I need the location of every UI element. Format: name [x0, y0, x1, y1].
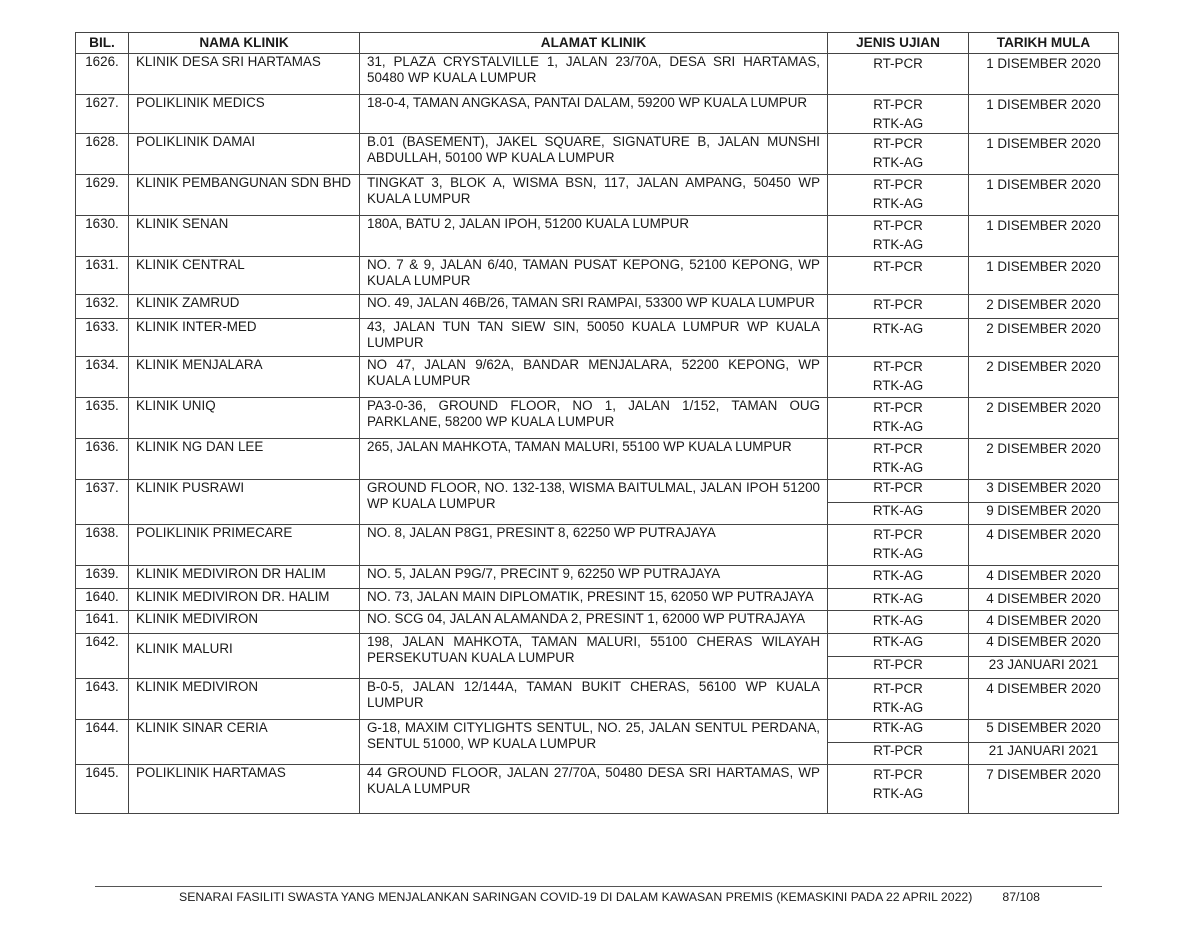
cell-alamat-klinik: NO. 5, JALAN P9G/7, PRECINT 9, 62250 WP PUTRAJAYA	[360, 566, 828, 589]
jenis-ujian-item: RT-PCR	[873, 56, 923, 71]
cell-alamat-klinik: PA3-0-36, GROUND FLOOR, NO 1, JALAN 1/152, TAMAN OUG PARKLANE, 58200 WP KUALA LUMPUR	[360, 398, 828, 439]
cell-tarikh-mula	[969, 319, 1119, 357]
tarikh-mula-item: 1 DISEMBER 2020	[986, 136, 1101, 151]
cell-nama-klinik: KLINIK ZAMRUD	[129, 295, 360, 319]
cell-bil: 1633.	[76, 319, 129, 357]
cell-tarikh-mula	[969, 216, 1119, 257]
jenis-ujian-item: RTK-AG	[872, 591, 924, 606]
table-row	[76, 54, 1119, 95]
header-jenis-ujian: JENIS UJIAN	[828, 33, 969, 54]
jenis-ujian-item: RT-PCR	[873, 218, 923, 233]
cell-bil: 1628.	[76, 134, 129, 175]
tarikh-mula-item: 7 DISEMBER 2020	[986, 767, 1101, 782]
cell-tarikh-mula	[969, 589, 1119, 611]
cell-jenis-ujian	[828, 54, 969, 95]
header-alamat-klinik: ALAMAT KLINIK	[360, 33, 828, 54]
cell-tarikh-mula	[969, 357, 1119, 398]
cell-bil: 1643.	[76, 679, 129, 720]
cell-nama-klinik: KLINIK MENJALARA	[129, 357, 360, 398]
table-row	[76, 566, 1119, 589]
cell-bil: 1639.	[76, 566, 129, 589]
cell-alamat-klinik: 180A, BATU 2, JALAN IPOH, 51200 KUALA LUMPUR	[360, 216, 828, 257]
cell-alamat-klinik: NO. 73, JALAN MAIN DIPLOMATIK, PRESINT 15, 62050 WP PUTRAJAYA	[360, 589, 828, 611]
cell-alamat-klinik: TINGKAT 3, BLOK A, WISMA BSN, 117, JALAN AMPANG, 50450 WP KUALA LUMPUR	[360, 175, 828, 216]
footer-divider	[95, 886, 1102, 887]
page-footer	[95, 890, 1040, 904]
cell-alamat-klinik: 43, JALAN TUN TAN SIEW SIN, 50050 KUALA LUMPUR WP KUALA LUMPUR	[360, 319, 828, 357]
cell-tarikh-mula	[969, 95, 1119, 134]
cell-bil: 1642.	[76, 634, 129, 679]
cell-bil: 1632.	[76, 295, 129, 319]
jenis-ujian-item: RT-PCR	[873, 136, 923, 151]
cell-nama-klinik: KLINIK MEDIVIRON DR. HALIM	[129, 589, 360, 611]
table-row	[76, 679, 1119, 720]
table-row	[76, 257, 1119, 295]
jenis-ujian-item: RT-PCR	[873, 400, 923, 415]
table-row	[76, 765, 1119, 814]
jenis-ujian-item: RTK-AG	[872, 237, 924, 252]
cell-tarikh-mula	[969, 398, 1119, 439]
jenis-ujian-item: RT-PCR	[873, 177, 923, 192]
table-row	[76, 357, 1119, 398]
tarikh-mula-item: 4 DISEMBER 2020	[986, 613, 1101, 628]
header-tarikh-mula: TARIKH MULA	[969, 33, 1119, 54]
table-row	[76, 589, 1119, 611]
cell-jenis-ujian	[828, 439, 969, 480]
cell-nama-klinik: POLIKLINIK PRIMECARE	[129, 525, 360, 566]
cell-nama-klinik: KLINIK MEDIVIRON	[129, 679, 360, 720]
cell-jenis-ujian	[828, 765, 969, 814]
cell-nama-klinik: KLINIK MEDIVIRON	[129, 611, 360, 634]
tarikh-mula-item: 2 DISEMBER 2020	[986, 297, 1101, 312]
cell-nama-klinik: POLIKLINIK MEDICS	[129, 95, 360, 134]
tarikh-mula-item: 2 DISEMBER 2020	[986, 400, 1101, 415]
cell-alamat-klinik: NO 47, JALAN 9/62A, BANDAR MENJALARA, 52200 KEPONG, WP KUALA LUMPUR	[360, 357, 828, 398]
jenis-ujian-item: RTK-AG	[872, 460, 924, 475]
jenis-ujian-item: RT-PCR	[873, 97, 923, 112]
table-row	[76, 398, 1119, 439]
cell-alamat-klinik: 31, PLAZA CRYSTALVILLE 1, JALAN 23/70A, DESA SRI HARTAMAS, 50480 WP KUALA LUMPUR	[360, 54, 828, 95]
table-row	[76, 95, 1119, 134]
cell-nama-klinik: KLINIK MALURI	[129, 634, 360, 679]
cell-bil: 1631.	[76, 257, 129, 295]
jenis-ujian-item: RT-PCR	[873, 527, 923, 542]
jenis-ujian-item: RTK-AG	[872, 700, 924, 715]
cell-jenis-ujian: RTK-AG	[828, 503, 969, 525]
jenis-ujian-item: RTK-AG	[872, 116, 924, 131]
cell-nama-klinik: KLINIK DESA SRI HARTAMAS	[129, 54, 360, 95]
cell-jenis-ujian	[828, 319, 969, 357]
cell-tarikh-mula	[969, 525, 1119, 566]
table-row	[76, 319, 1119, 357]
jenis-ujian-item: RTK-AG	[872, 196, 924, 211]
tarikh-mula-item: 1 DISEMBER 2020	[986, 259, 1101, 274]
jenis-ujian-item: RTK-AG	[872, 613, 924, 628]
cell-alamat-klinik: NO. 8, JALAN P8G1, PRESINT 8, 62250 WP PUTRAJAYA	[360, 525, 828, 566]
table-row	[76, 216, 1119, 257]
cell-alamat-klinik: 44 GROUND FLOOR, JALAN 27/70A, 50480 DESA SRI HARTAMAS, WP KUALA LUMPUR	[360, 765, 828, 814]
cell-tarikh-mula: 9 DISEMBER 2020	[969, 503, 1119, 525]
table-row	[76, 439, 1119, 480]
cell-jenis-ujian	[828, 257, 969, 295]
cell-tarikh-mula	[969, 679, 1119, 720]
cell-jenis-ujian	[828, 357, 969, 398]
cell-bil: 1626.	[76, 54, 129, 95]
cell-alamat-klinik: B.01 (BASEMENT), JAKEL SQUARE, SIGNATURE B, JALAN MUNSHI ABDULLAH, 50100 WP KUALA LUMPUR	[360, 134, 828, 175]
cell-bil: 1640.	[76, 589, 129, 611]
tarikh-mula-item: 4 DISEMBER 2020	[986, 591, 1101, 606]
cell-bil: 1636.	[76, 439, 129, 480]
cell-bil: 1637.	[76, 480, 129, 525]
table-row	[76, 634, 1119, 657]
cell-bil: 1635.	[76, 398, 129, 439]
cell-nama-klinik: KLINIK MEDIVIRON DR HALIM	[129, 566, 360, 589]
header-nama-klinik: NAMA KLINIK	[129, 33, 360, 54]
cell-alamat-klinik: 198, JALAN MAHKOTA, TAMAN MALURI, 55100 CHERAS WILAYAH PERSEKUTUAN KUALA LUMPUR	[360, 634, 828, 679]
cell-jenis-ujian: RTK-AG	[828, 720, 969, 743]
table-row	[76, 175, 1119, 216]
clinic-table	[75, 32, 1119, 814]
cell-jenis-ujian	[828, 589, 969, 611]
cell-jenis-ujian	[828, 95, 969, 134]
cell-bil: 1627.	[76, 95, 129, 134]
cell-tarikh-mula	[969, 175, 1119, 216]
cell-bil: 1634.	[76, 357, 129, 398]
cell-tarikh-mula	[969, 54, 1119, 95]
cell-alamat-klinik: NO. SCG 04, JALAN ALAMANDA 2, PRESINT 1, 62000 WP PUTRAJAYA	[360, 611, 828, 634]
cell-nama-klinik: KLINIK UNIQ	[129, 398, 360, 439]
cell-nama-klinik: KLINIK PUSRAWI	[129, 480, 360, 525]
jenis-ujian-item: RT-PCR	[873, 681, 923, 696]
cell-bil: 1629.	[76, 175, 129, 216]
cell-nama-klinik: POLIKLINIK DAMAI	[129, 134, 360, 175]
jenis-ujian-item: RTK-AG	[872, 378, 924, 393]
jenis-ujian-item: RTK-AG	[872, 419, 924, 434]
table-row	[76, 720, 1119, 743]
cell-jenis-ujian: RT-PCR	[828, 480, 969, 503]
tarikh-mula-item: 2 DISEMBER 2020	[986, 321, 1101, 336]
cell-bil: 1638.	[76, 525, 129, 566]
cell-tarikh-mula: 23 JANUARI 2021	[969, 657, 1119, 679]
cell-bil: 1630.	[76, 216, 129, 257]
jenis-ujian-item: RTK-AG	[872, 321, 924, 336]
tarikh-mula-item: 2 DISEMBER 2020	[986, 359, 1101, 374]
table-row	[76, 525, 1119, 566]
cell-jenis-ujian	[828, 525, 969, 566]
tarikh-mula-item: 4 DISEMBER 2020	[986, 527, 1101, 542]
cell-nama-klinik: KLINIK SINAR CERIA	[129, 720, 360, 765]
cell-bil: 1645.	[76, 765, 129, 814]
tarikh-mula-item: 1 DISEMBER 2020	[986, 218, 1101, 233]
cell-tarikh-mula	[969, 295, 1119, 319]
cell-bil: 1644.	[76, 720, 129, 765]
cell-nama-klinik: KLINIK SENAN	[129, 216, 360, 257]
cell-alamat-klinik: 265, JALAN MAHKOTA, TAMAN MALURI, 55100 WP KUALA LUMPUR	[360, 439, 828, 480]
cell-jenis-ujian	[828, 216, 969, 257]
cell-nama-klinik: KLINIK PEMBANGUNAN SDN BHD	[129, 175, 360, 216]
jenis-ujian-item: RTK-AG	[872, 155, 924, 170]
cell-nama-klinik: KLINIK INTER-MED	[129, 319, 360, 357]
cell-tarikh-mula	[969, 611, 1119, 634]
cell-jenis-ujian	[828, 611, 969, 634]
cell-tarikh-mula: 3 DISEMBER 2020	[969, 480, 1119, 503]
jenis-ujian-item: RTK-AG	[872, 786, 924, 801]
cell-tarikh-mula: 5 DISEMBER 2020	[969, 720, 1119, 743]
table-body	[76, 54, 1119, 814]
cell-tarikh-mula	[969, 257, 1119, 295]
tarikh-mula-item: 2 DISEMBER 2020	[986, 441, 1101, 456]
table-row	[76, 480, 1119, 503]
table-row	[76, 134, 1119, 175]
cell-tarikh-mula: 4 DISEMBER 2020	[969, 634, 1119, 657]
cell-nama-klinik: POLIKLINIK HARTAMAS	[129, 765, 360, 814]
tarikh-mula-item: 1 DISEMBER 2020	[986, 177, 1101, 192]
cell-nama-klinik: KLINIK NG DAN LEE	[129, 439, 360, 480]
tarikh-mula-item: 4 DISEMBER 2020	[986, 568, 1101, 583]
cell-jenis-ujian: RT-PCR	[828, 743, 969, 765]
page-number: 87/108	[1002, 890, 1040, 904]
cell-tarikh-mula: 21 JANUARI 2021	[969, 743, 1119, 765]
cell-tarikh-mula	[969, 439, 1119, 480]
cell-alamat-klinik: NO. 49, JALAN 46B/26, TAMAN SRI RAMPAI, 53300 WP KUALA LUMPUR	[360, 295, 828, 319]
cell-tarikh-mula	[969, 566, 1119, 589]
jenis-ujian-item: RT-PCR	[873, 359, 923, 374]
cell-jenis-ujian	[828, 566, 969, 589]
jenis-ujian-item: RT-PCR	[873, 259, 923, 274]
jenis-ujian-item: RTK-AG	[872, 568, 924, 583]
tarikh-mula-item: 4 DISEMBER 2020	[986, 681, 1101, 696]
cell-jenis-ujian	[828, 679, 969, 720]
cell-jenis-ujian	[828, 175, 969, 216]
cell-tarikh-mula	[969, 134, 1119, 175]
cell-jenis-ujian	[828, 398, 969, 439]
table-row	[76, 611, 1119, 634]
tarikh-mula-item: 1 DISEMBER 2020	[986, 97, 1101, 112]
cell-alamat-klinik: 18-0-4, TAMAN ANGKASA, PANTAI DALAM, 59200 WP KUALA LUMPUR	[360, 95, 828, 134]
table-header-row	[76, 33, 1119, 54]
cell-alamat-klinik: B-0-5, JALAN 12/144A, TAMAN BUKIT CHERAS, 56100 WP KUALA LUMPUR	[360, 679, 828, 720]
jenis-ujian-item: RTK-AG	[872, 546, 924, 561]
cell-tarikh-mula	[969, 765, 1119, 814]
header-bil: BIL.	[76, 33, 129, 54]
cell-jenis-ujian: RT-PCR	[828, 657, 969, 679]
cell-bil: 1641.	[76, 611, 129, 634]
table-row	[76, 295, 1119, 319]
jenis-ujian-item: RT-PCR	[873, 297, 923, 312]
tarikh-mula-item: 1 DISEMBER 2020	[986, 56, 1101, 71]
cell-jenis-ujian: RTK-AG	[828, 634, 969, 657]
cell-nama-klinik: KLINIK CENTRAL	[129, 257, 360, 295]
cell-alamat-klinik: GROUND FLOOR, NO. 132-138, WISMA BAITULMAL, JALAN IPOH 51200 WP KUALA LUMPUR	[360, 480, 828, 525]
cell-alamat-klinik: NO. 7 & 9, JALAN 6/40, TAMAN PUSAT KEPONG, 52100 KEPONG, WP KUALA LUMPUR	[360, 257, 828, 295]
jenis-ujian-item: RT-PCR	[873, 767, 923, 782]
cell-jenis-ujian	[828, 134, 969, 175]
footer-title: SENARAI FASILITI SWASTA YANG MENJALANKAN SARINGAN COVID-19 DI DALAM KAWASAN PREMIS (KEMASKINI PADA 22 APRIL 2022)	[179, 890, 973, 904]
cell-jenis-ujian	[828, 295, 969, 319]
jenis-ujian-item: RT-PCR	[873, 441, 923, 456]
cell-alamat-klinik: G-18, MAXIM CITYLIGHTS SENTUL, NO. 25, JALAN SENTUL PERDANA, SENTUL 51000, WP KUALA LUMPUR	[360, 720, 828, 765]
